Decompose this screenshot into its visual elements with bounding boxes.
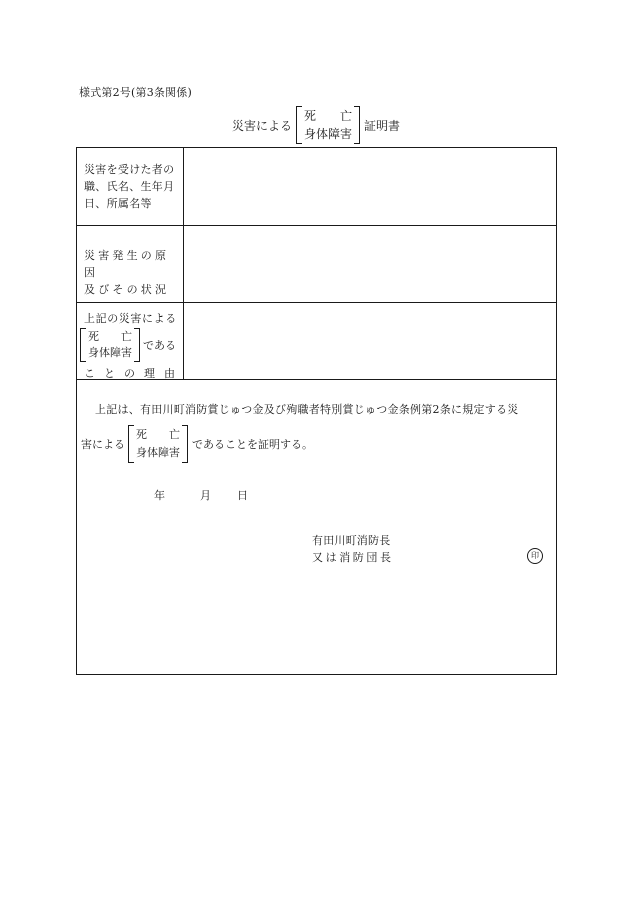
- certification-line1: 上記は、有田川町消防賞じゅつ金及び殉職者特別賞じゅつ金条例第2条に規定する災: [95, 403, 519, 416]
- title-option-injury: 身体障害: [304, 127, 353, 141]
- date-day-label: 日: [237, 489, 248, 502]
- certification-line2: 害による 死 亡 身体障害 であることを証明する。: [81, 425, 313, 463]
- reason-value-field[interactable]: [184, 303, 556, 379]
- reason-label: 上記の災害による 死 亡 身体障害 である こ と の 理 由: [77, 303, 184, 379]
- certification-section: [77, 380, 556, 674]
- title-option-death-a: 死: [304, 109, 317, 123]
- title-option-bracket: [296, 106, 360, 144]
- certification-option-bracket: 死 亡 身体障害: [128, 425, 188, 463]
- title-suffix: 証明書: [364, 118, 401, 133]
- date-field[interactable]: [154, 487, 248, 503]
- date-year-label: 年: [154, 489, 165, 502]
- date-month-label: 月: [200, 489, 211, 502]
- reason-option-bracket: 死 亡 身体障害: [80, 328, 140, 362]
- cause-label: 災害発生の原因 及びその状況: [77, 226, 184, 302]
- table-row-person: [77, 148, 556, 226]
- seal-mark: 印: [527, 548, 543, 564]
- signatory-chief: 有田川町消防長: [312, 534, 391, 547]
- certificate-table: [76, 147, 557, 675]
- document-title: [232, 106, 400, 144]
- signatory-corps-chief: 又は消防団長: [312, 551, 394, 564]
- table-row-reason: [77, 303, 556, 380]
- cause-value-field[interactable]: [184, 226, 556, 302]
- title-prefix: 災害による: [232, 118, 293, 133]
- form-number-label: 様式第2号(第3条関係): [79, 86, 192, 99]
- person-label: 災害を受けた者の 職、氏名、生年月 日、所属名等: [77, 148, 184, 225]
- table-row-cause: [77, 226, 556, 303]
- title-option-death-b: 亡: [340, 109, 353, 123]
- person-value-field[interactable]: [184, 148, 556, 225]
